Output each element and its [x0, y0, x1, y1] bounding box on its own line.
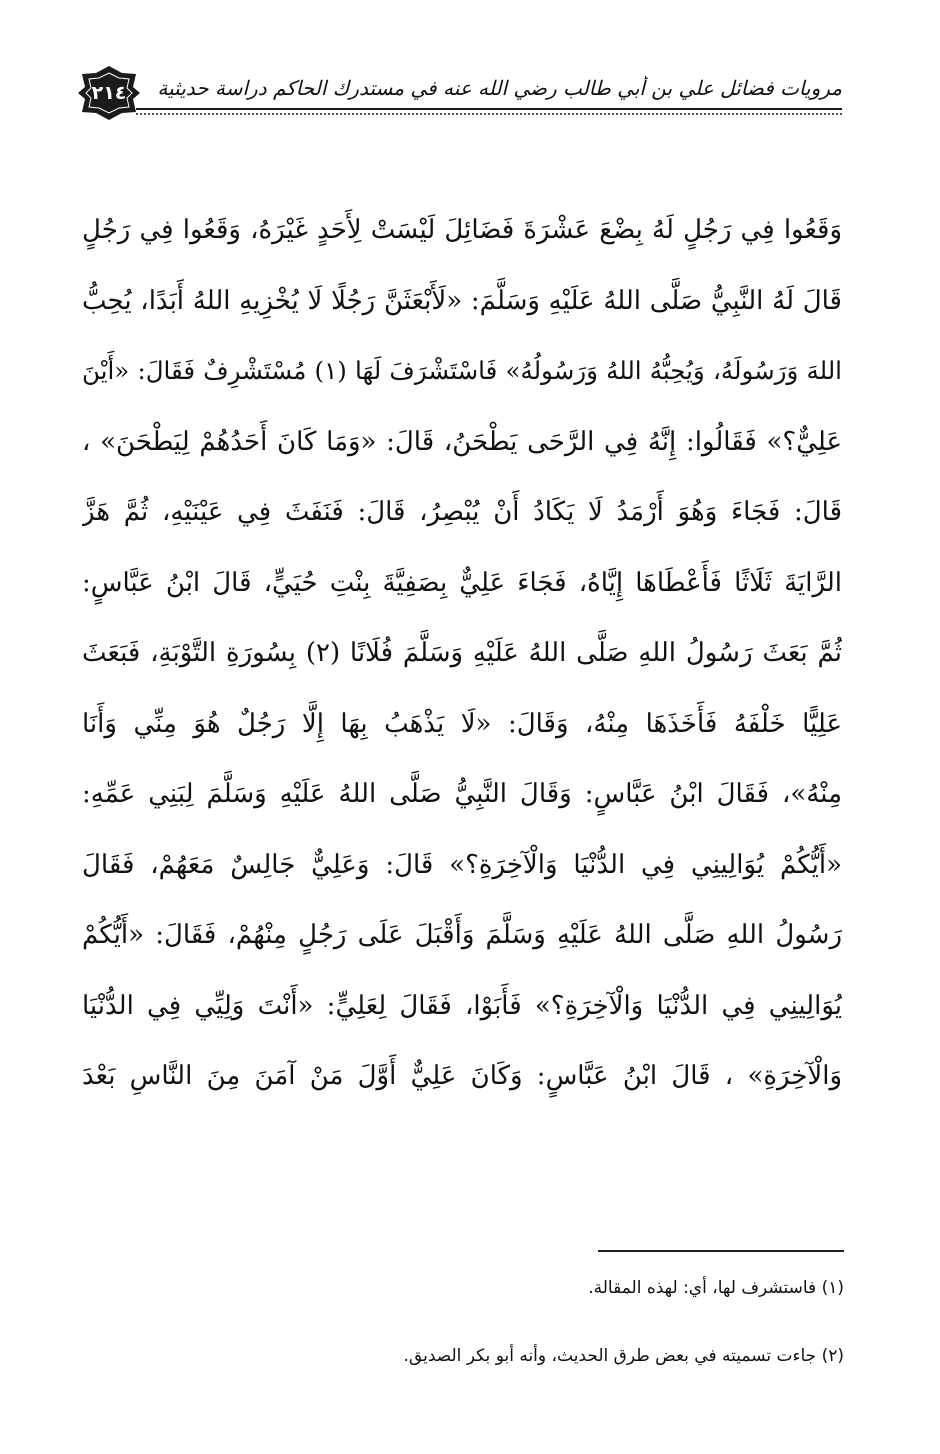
text-line: يُوَالِينِي فِي الدُّنْيَا وَالْآخِرَةِ؟» فَأَبَوْا، فَقَالَ لِعَلِيٍّ: «أَنْتَ وَلِيِّي فِي الدُّنْيَا — [82, 990, 842, 1021]
text-line: الرَّايَةَ ثَلَاثًا فَأَعْطَاهَا إِيَّاهُ، فَجَاءَ عَلِيٌّ بِصَفِيَّةَ بِنْتِ حُيَيٍّ، قَالَ ابْنُ عَبَّاسٍ: — [82, 567, 842, 598]
text-line: عَلِيٌّ؟» فَقَالُوا: إِنَّهُ فِي الرَّحَى يَطْحَنُ، قَالَ: «وَمَا كَانَ أَحَدُهُمْ لِيَطْحَنَ» ، — [82, 426, 842, 457]
page-header — [78, 62, 842, 124]
text-line: «أَيُّكُمْ يُوَالِينِي فِي الدُّنْيَا وَالْآخِرَةِ؟» قَالَ: وَعَلِيٌّ جَالِسٌ مَعَهُمْ، فَقَالَ — [82, 849, 842, 880]
running-title: مرويات فضائل علي بن أبي طالب رضي الله عنه في مستدرك الحاكم دراسة حديثية — [157, 76, 842, 100]
header-rule — [136, 108, 842, 110]
page-number: ٢١٤ — [91, 82, 127, 104]
text-line: قَالَ: فَجَاءَ وَهُوَ أَرْمَدُ لَا يَكَادُ أَنْ يُبْصِرُ، قَالَ: فَنَفَثَ فِي عَيْنَيْهِ، ثُمَّ هَزَّ — [82, 497, 842, 527]
text-line: مِنْهُ»، فَقَالَ ابْنُ عَبَّاسٍ: وَقَالَ النَّبِيُّ صَلَّى اللهُ عَلَيْهِ وَسَلَّمَ لِبَنِي عَمِّهِ: — [82, 779, 842, 809]
text-line: اللهَ وَرَسُولَهُ، وَيُحِبُّهُ اللهُ وَرَسُولُهُ» فَاسْتَشْرَفَ لَهَا (١) مُسْتَشْرِفٌ فَقَالَ: «أَيْنَ — [82, 356, 842, 385]
text-line: وَقَعُوا فِي رَجُلٍ لَهُ بِضْعَ عَشْرَةَ فَضَائِلَ لَيْسَتْ لِأَحَدٍ غَيْرَهُ، وَقَعُوا فِي رَجُلٍ — [82, 215, 842, 245]
text-line: وَالْآخِرَةِ» ، قَالَ ابْنُ عَبَّاسٍ: وَكَانَ عَلِيٌّ أَوَّلَ مَنْ آمَنَ مِنَ النَّاسِ بَعْدَ — [82, 1061, 842, 1091]
page-number-badge — [78, 66, 140, 120]
footnote-2: (٢) جاءت تسميته في بعض طرق الحديث، وأنه أبو بكر الصديق. — [403, 1346, 844, 1366]
text-line: قَالَ لَهُ النَّبِيُّ صَلَّى اللهُ عَلَيْهِ وَسَلَّمَ: «لَأَبْعَثَنَّ رَجُلًا لَا يُخْزِيهِ اللهُ أَبَدًا، يُحِبُّ — [82, 285, 842, 316]
header-dotted-rule — [136, 113, 842, 115]
text-line: رَسُولُ اللهِ صَلَّى اللهُ عَلَيْهِ وَسَلَّمَ وَأَقْبَلَ عَلَى رَجُلٍ مِنْهُمْ، فَقَالَ: «أَيُّكُمْ — [82, 920, 842, 950]
footnote-separator — [598, 1250, 844, 1252]
text-line: ثُمَّ بَعَثَ رَسُولُ اللهِ صَلَّى اللهُ عَلَيْهِ وَسَلَّمَ فُلَانًا (٢) بِسُورَةِ التَّوْبَةِ، فَبَعَثَ — [82, 638, 842, 668]
main-text — [82, 195, 842, 1112]
footnote-1: (١) فاستشرف لها، أي: لهذه المقالة. — [588, 1278, 844, 1298]
text-line: عَلِيًّا خَلْفَهُ فَأَخَذَهَا مِنْهُ، وَقَالَ: «لَا يَذْهَبُ بِهَا إِلَّا رَجُلٌ هُوَ مِنِّي وَأَنَا — [82, 708, 842, 739]
